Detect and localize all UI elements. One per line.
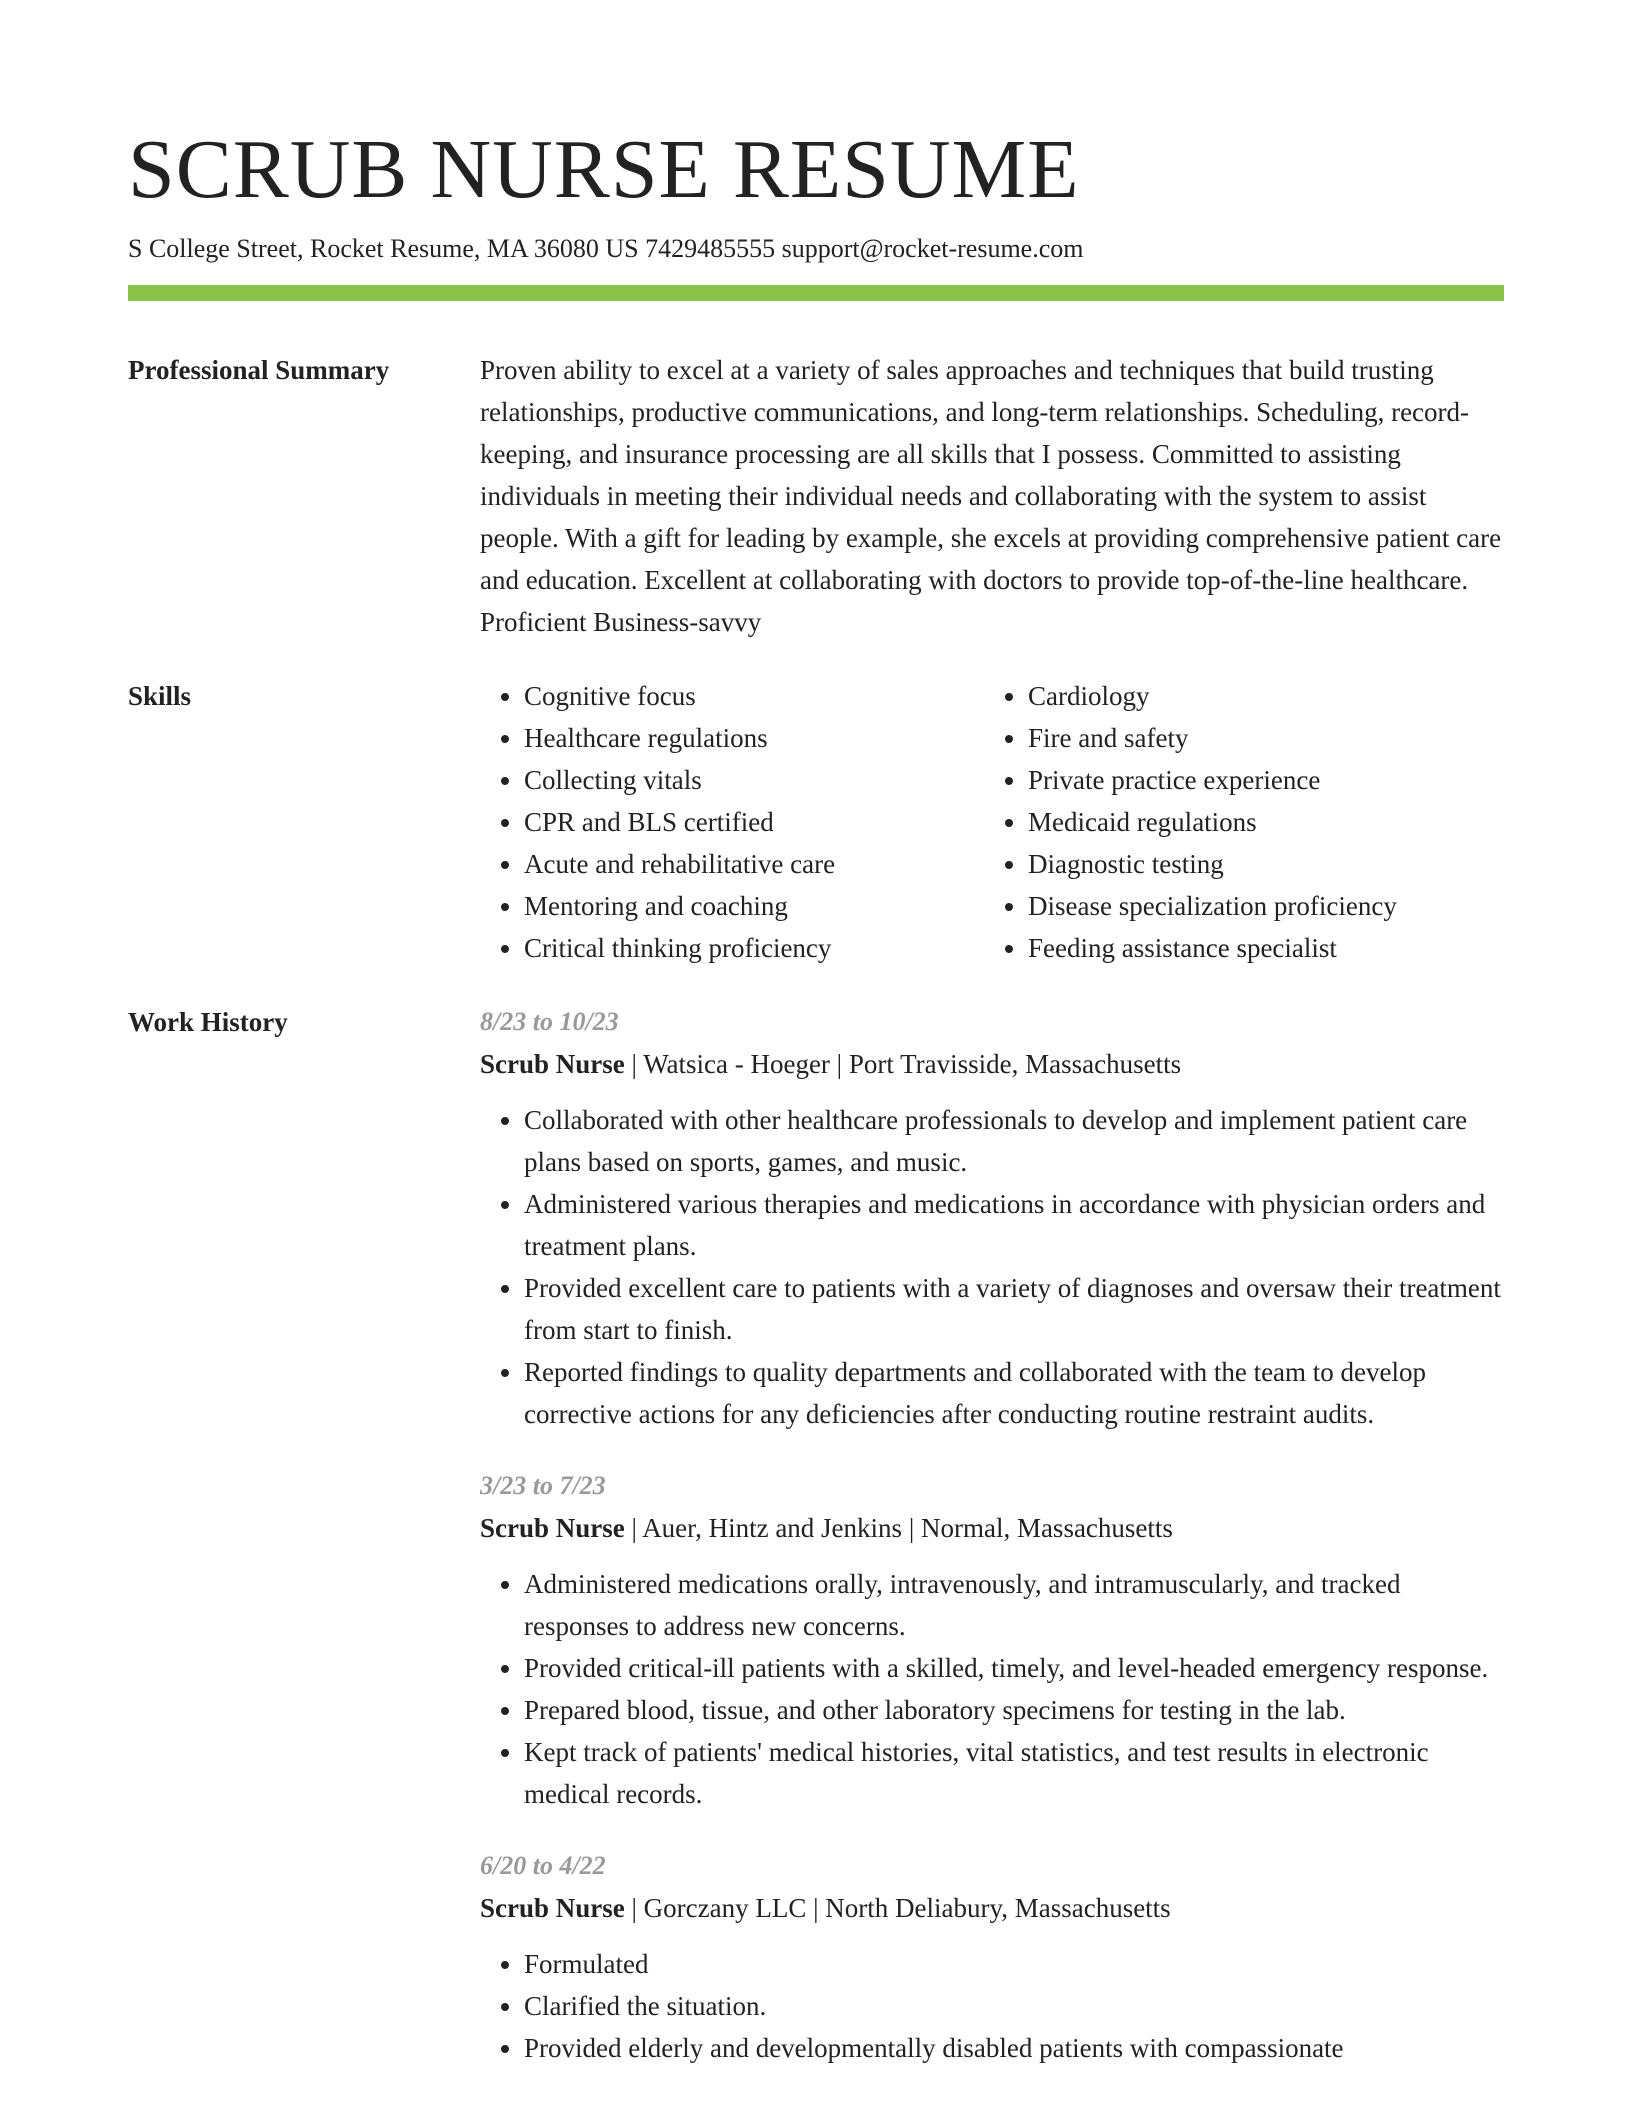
job-heading (480, 1887, 1510, 1929)
job-heading (480, 1507, 1510, 1549)
job-duties (480, 1099, 1510, 1435)
skill-item: • Medicaid regulations (1028, 801, 1488, 843)
job-duty: • Prepared blood, tissue, and other laboratory specimens for testing in the lab. (524, 1689, 1510, 1731)
summary-section (480, 349, 1510, 643)
skills-list-right (984, 675, 1488, 969)
job-heading (480, 1043, 1510, 1085)
summary-text: Proven ability to excel at a variety of sales approaches and techniques that build trusting relationships, productive communications, and long-term relationships. Scheduling, record-keeping, and insurance processing are all skills that I possess. Committed to assisting individuals in meeting their individual needs and collaborating with the system to assist people. With a gift for leading by example, she excels at providing comprehensive patient care and education. Excellent at collaborating with doctors to provide top-of-the-line healthcare. Proficient Business-savvy (480, 355, 1502, 637)
job-entry (480, 1845, 1510, 2069)
summary-heading: Professional Summary (128, 355, 390, 385)
job-entry (480, 1465, 1510, 1815)
skill-item: • CPR and BLS certified (524, 801, 984, 843)
skill-item: • Feeding assistance specialist (1028, 927, 1488, 969)
skill-item: • Cardiology (1028, 675, 1488, 717)
job-location: Port Travisside, Massachusetts (848, 1049, 1182, 1079)
job-duty: • Formulated (524, 1943, 1510, 1985)
skill-item: • Mentoring and coaching (524, 885, 984, 927)
skill-item: • Diagnostic testing (1028, 843, 1488, 885)
job-duties (480, 1943, 1510, 2069)
job-dates: 8/23 to 10/23 (480, 1007, 619, 1036)
skill-item: • Collecting vitals (524, 759, 984, 801)
job-location: Normal, Massachusetts (920, 1513, 1173, 1543)
job-separator: | (624, 1893, 644, 1923)
job-company: Auer, Hintz and Jenkins (642, 1513, 903, 1543)
job-duty: • Provided critical-ill patients with a skilled, timely, and level-headed emergency response. (524, 1647, 1510, 1689)
job-title: Scrub Nurse (480, 1893, 625, 1923)
skill-item: • Cognitive focus (524, 675, 984, 717)
job-title: Scrub Nurse (480, 1513, 625, 1543)
job-dates: 6/20 to 4/22 (480, 1851, 606, 1880)
work-history-section (480, 1001, 1510, 2099)
skill-item: • Private practice experience (1028, 759, 1488, 801)
job-title: Scrub Nurse (480, 1049, 625, 1079)
skill-item: • Acute and rehabilitative care (524, 843, 984, 885)
job-duty: • Provided elderly and developmentally disabled patients with compassionate (524, 2027, 1510, 2069)
job-dates: 3/23 to 7/23 (480, 1471, 606, 1500)
job-duty: • Administered various therapies and medications in accordance with physician orders and treatment plans. (524, 1183, 1510, 1267)
job-location: North Deliabury, Massachusetts (825, 1893, 1171, 1923)
job-separator: | (624, 1049, 644, 1079)
skill-item: • Disease specialization proficiency (1028, 885, 1488, 927)
skills-heading: Skills (128, 681, 192, 711)
job-company: Gorczany LLC (643, 1893, 807, 1923)
skills-section (480, 675, 1510, 969)
job-duty: • Provided excellent care to patients with a variety of diagnoses and oversaw their treatment from start to finish. (524, 1267, 1510, 1351)
skill-item: • Healthcare regulations (524, 717, 984, 759)
job-entry (480, 1001, 1510, 1435)
job-duty: • Administered medications orally, intravenously, and intramuscularly, and tracked responses to address new concerns. (524, 1563, 1510, 1647)
job-separator: | (902, 1513, 921, 1543)
contact-info: S College Street, Rocket Resume, MA 36080 US 7429485555 support@rocket-resume.com (128, 234, 1084, 263)
job-duty: • Reported findings to quality departments and collaborated with the team to develop corrective actions for any deficiencies after conducting routine restraint audits. (524, 1351, 1510, 1435)
skill-item: • Critical thinking proficiency (524, 927, 984, 969)
job-company: Watsica - Hoeger (643, 1049, 830, 1079)
job-duty: • Clarified the situation. (524, 1985, 1510, 2027)
work-history-heading: Work History (128, 1007, 288, 1037)
skill-item: • Fire and safety (1028, 717, 1488, 759)
job-duties (480, 1563, 1510, 1815)
job-separator: | (829, 1049, 849, 1079)
job-separator: | (806, 1893, 826, 1923)
job-duty: • Kept track of patients' medical histories, vital statistics, and test results in electronic medical records. (524, 1731, 1510, 1815)
skills-list-left (480, 675, 984, 969)
header-divider (128, 285, 1504, 301)
job-separator: | (624, 1513, 643, 1543)
resume-title: SCRUB NURSE RESUME (128, 123, 1080, 216)
job-duty: • Collaborated with other healthcare professionals to develop and implement patient care plans based on sports, games, and music. (524, 1099, 1510, 1183)
